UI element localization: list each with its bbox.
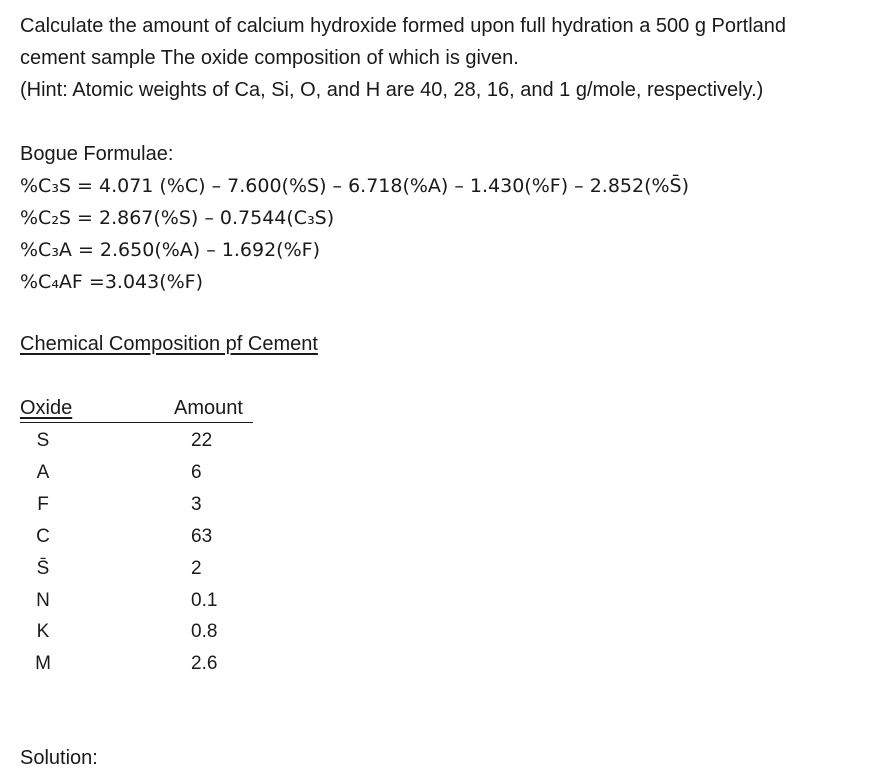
amount-cell: 63 bbox=[191, 526, 213, 547]
amount-cell: 2 bbox=[191, 558, 202, 579]
column-header-oxide: Oxide bbox=[20, 397, 73, 419]
oxide-cell: S̄ bbox=[36, 558, 50, 579]
problem-line-1: Calculate the amount of calcium hydroxide formed upon full hydration a 500 g Portland bbox=[20, 15, 787, 37]
bogue-formula-c3s: %C₃S = 4.071 (%C) – 7.600(%S) – 6.718(%A) – 1.430(%F) – 2.852(%S̄) bbox=[20, 175, 690, 197]
oxide-cell: M bbox=[35, 653, 51, 674]
oxide-cell: K bbox=[36, 621, 50, 642]
column-header-amount: Amount bbox=[174, 397, 243, 419]
table-row bbox=[20, 525, 280, 557]
solution-label: Solution: bbox=[20, 747, 98, 769]
composition-heading: Chemical Composition pf Cement bbox=[20, 333, 318, 355]
table-row bbox=[20, 589, 280, 621]
bogue-heading: Bogue Formulae: bbox=[20, 143, 174, 165]
table-row bbox=[20, 493, 280, 525]
amount-cell: 6 bbox=[191, 462, 202, 483]
amount-cell: 22 bbox=[191, 430, 213, 451]
table-row bbox=[20, 461, 280, 493]
table-row bbox=[20, 620, 280, 652]
table-row bbox=[20, 429, 280, 461]
bogue-formula-c4af: %C₄AF =3.043(%F) bbox=[20, 271, 204, 293]
bogue-formula-c3a: %C₃A = 2.650(%A) – 1.692(%F) bbox=[20, 239, 320, 261]
oxide-cell: F bbox=[37, 494, 49, 515]
problem-line-2: cement sample The oxide composition of which is given. bbox=[20, 47, 519, 69]
amount-cell: 3 bbox=[191, 494, 202, 515]
oxide-cell: S bbox=[36, 430, 50, 451]
problem-hint: (Hint: Atomic weights of Ca, Si, O, and H are 40, 28, 16, and 1 g/mole, respectively.) bbox=[20, 79, 764, 101]
table-row bbox=[20, 652, 280, 684]
document-page bbox=[20, 0, 880, 778]
composition-table-header bbox=[20, 396, 253, 423]
oxide-cell: N bbox=[36, 590, 50, 611]
table-row bbox=[20, 557, 280, 589]
amount-cell: 0.1 bbox=[191, 590, 218, 611]
amount-cell: 2.6 bbox=[191, 653, 218, 674]
oxide-cell: C bbox=[36, 526, 50, 547]
amount-cell: 0.8 bbox=[191, 621, 218, 642]
oxide-cell: A bbox=[36, 462, 50, 483]
bogue-formula-c2s: %C₂S = 2.867(%S) – 0.7544(C₃S) bbox=[20, 207, 335, 229]
